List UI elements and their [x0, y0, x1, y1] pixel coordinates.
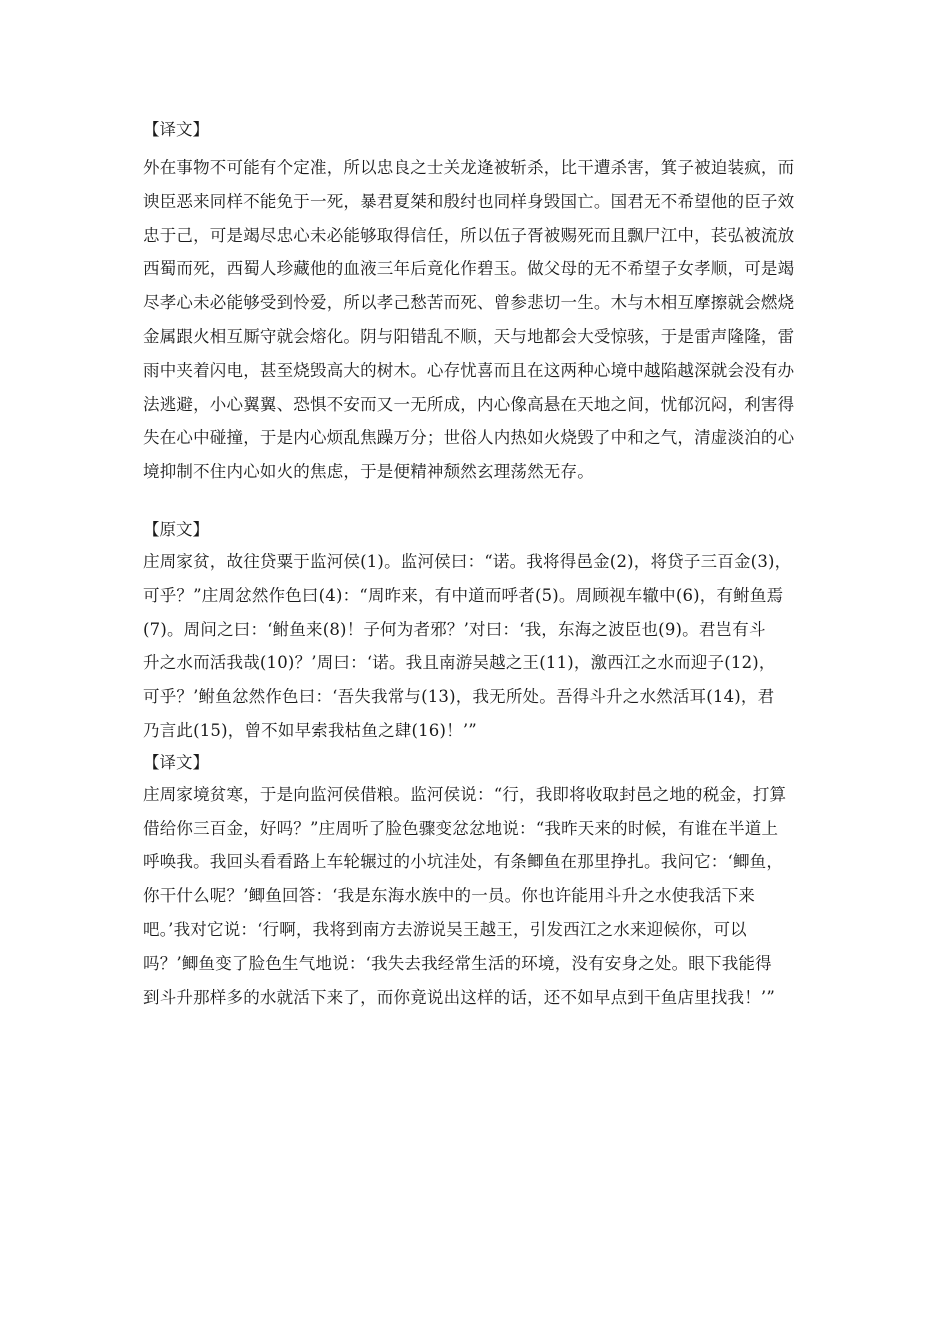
paragraph: [143, 778, 807, 1015]
section-translation-2: [143, 748, 807, 1015]
section-translation-1: [143, 115, 807, 489]
text-line: 境抑制不住内心如火的焦虑，于是便精神颓然玄理荡然无存。: [143, 462, 594, 482]
text-line: 雨中夹着闪电，甚至烧毁高大的树木。心存忧喜而且在这两种心境中越陷越深就会没有办: [143, 360, 795, 380]
text-line: 升之水而活我哉(10)？’周曰：‘诺。我且南游吴越之王(11)，激西江之水而迎子(12)，: [143, 653, 776, 673]
section-heading: 【原文】: [143, 519, 209, 539]
section-original-text: [143, 515, 807, 748]
document-page: [143, 115, 807, 1014]
text-line: 失在心中碰撞，于是内心烦乱焦躁万分；世俗人内热如火烧毁了中和之气，清虚淡泊的心: [143, 428, 795, 448]
section-heading: 【译文】: [143, 120, 209, 139]
text-line: 谀臣恶来同样不能免于一死，暴君夏桀和殷纣也同样身毁国亡。国君无不希望他的臣子效: [143, 191, 795, 211]
text-line: 西蜀而死，西蜀人珍藏他的血液三年后竟化作碧玉。做父母的无不希望子女孝顺，可是竭: [143, 259, 795, 279]
text-line: 庄周家贫，故往贷粟于监河侯(1)。监河侯曰：“诺。我将得邑金(2)，将贷子三百金(3)，: [143, 551, 792, 571]
text-line: 呼唤我。我回头看看路上车轮辗过的小坑洼处，有条鲫鱼在那里挣扎。我问它：‘鲫鱼，: [143, 852, 784, 872]
text-line: 忠于己，可是竭尽忠心未必能够取得信任，所以伍子胥被赐死而且飘尸江中，苌弘被流放: [143, 225, 795, 245]
text-line: 尽孝心未必能够受到怜爱，所以孝己愁苦而死、曾参悲切一生。木与木相互摩擦就会燃烧: [143, 293, 795, 313]
section-heading: 【译文】: [143, 752, 209, 772]
text-line: 吧。’我对它说：‘行啊，我将到南方去游说吴王越王，引发西江之水来迎候你，可以: [143, 919, 747, 939]
text-line: 金属跟火相互厮守就会熔化。阴与阳错乱不顺，天与地都会大受惊骇，于是雷声隆隆，雷: [143, 326, 795, 346]
text-line: 吗？’鲫鱼变了脸色生气地说：‘我失去我经常生活的环境，没有安身之处。眼下我能得: [143, 953, 772, 973]
text-line: 法逃避，小心翼翼、恐惧不安而又一无所成，内心像高悬在天地之间，忧郁沉闷，利害得: [143, 394, 795, 414]
text-line: 庄周家境贫寒，于是向监河侯借粮。监河侯说：“行，我即将收取封邑之地的税金，打算: [143, 784, 787, 804]
text-line: 你干什么呢？’鲫鱼回答：‘我是东海水族中的一员。你也许能用斗升之水使我活下来: [143, 886, 756, 906]
text-line: 借给你三百金，好吗？”庄周听了脸色骤变忿忿地说：“我昨天来的时候，有谁在半道上: [143, 818, 779, 838]
text-line: 外在事物不可能有个定准，所以忠良之士关龙逄被斩杀，比干遭杀害，箕子被迫装疯，而: [143, 158, 795, 177]
text-line: 可乎？”庄周忿然作色曰(4)：“周昨来，有中道而呼者(5)。周顾视车辙中(6)，有鲋鱼焉: [143, 585, 784, 605]
paragraph: [143, 151, 807, 489]
paragraph: [143, 545, 807, 748]
text-line: 乃言此(15)，曾不如早索我枯鱼之肆(16)！’”: [143, 720, 477, 740]
text-line: 到斗升那样多的水就活下来了，而你竟说出这样的话，还不如早点到干鱼店里找我！’”: [143, 987, 775, 1007]
text-line: (7)。周问之曰：‘鲋鱼来(8)！子何为者邪？’对曰：‘我，东海之波臣也(9)。君岂有斗: [143, 619, 766, 639]
text-line: 可乎？’鲋鱼忿然作色曰：‘吾失我常与(13)，我无所处。吾得斗升之水然活耳(14)，君: [143, 687, 775, 707]
